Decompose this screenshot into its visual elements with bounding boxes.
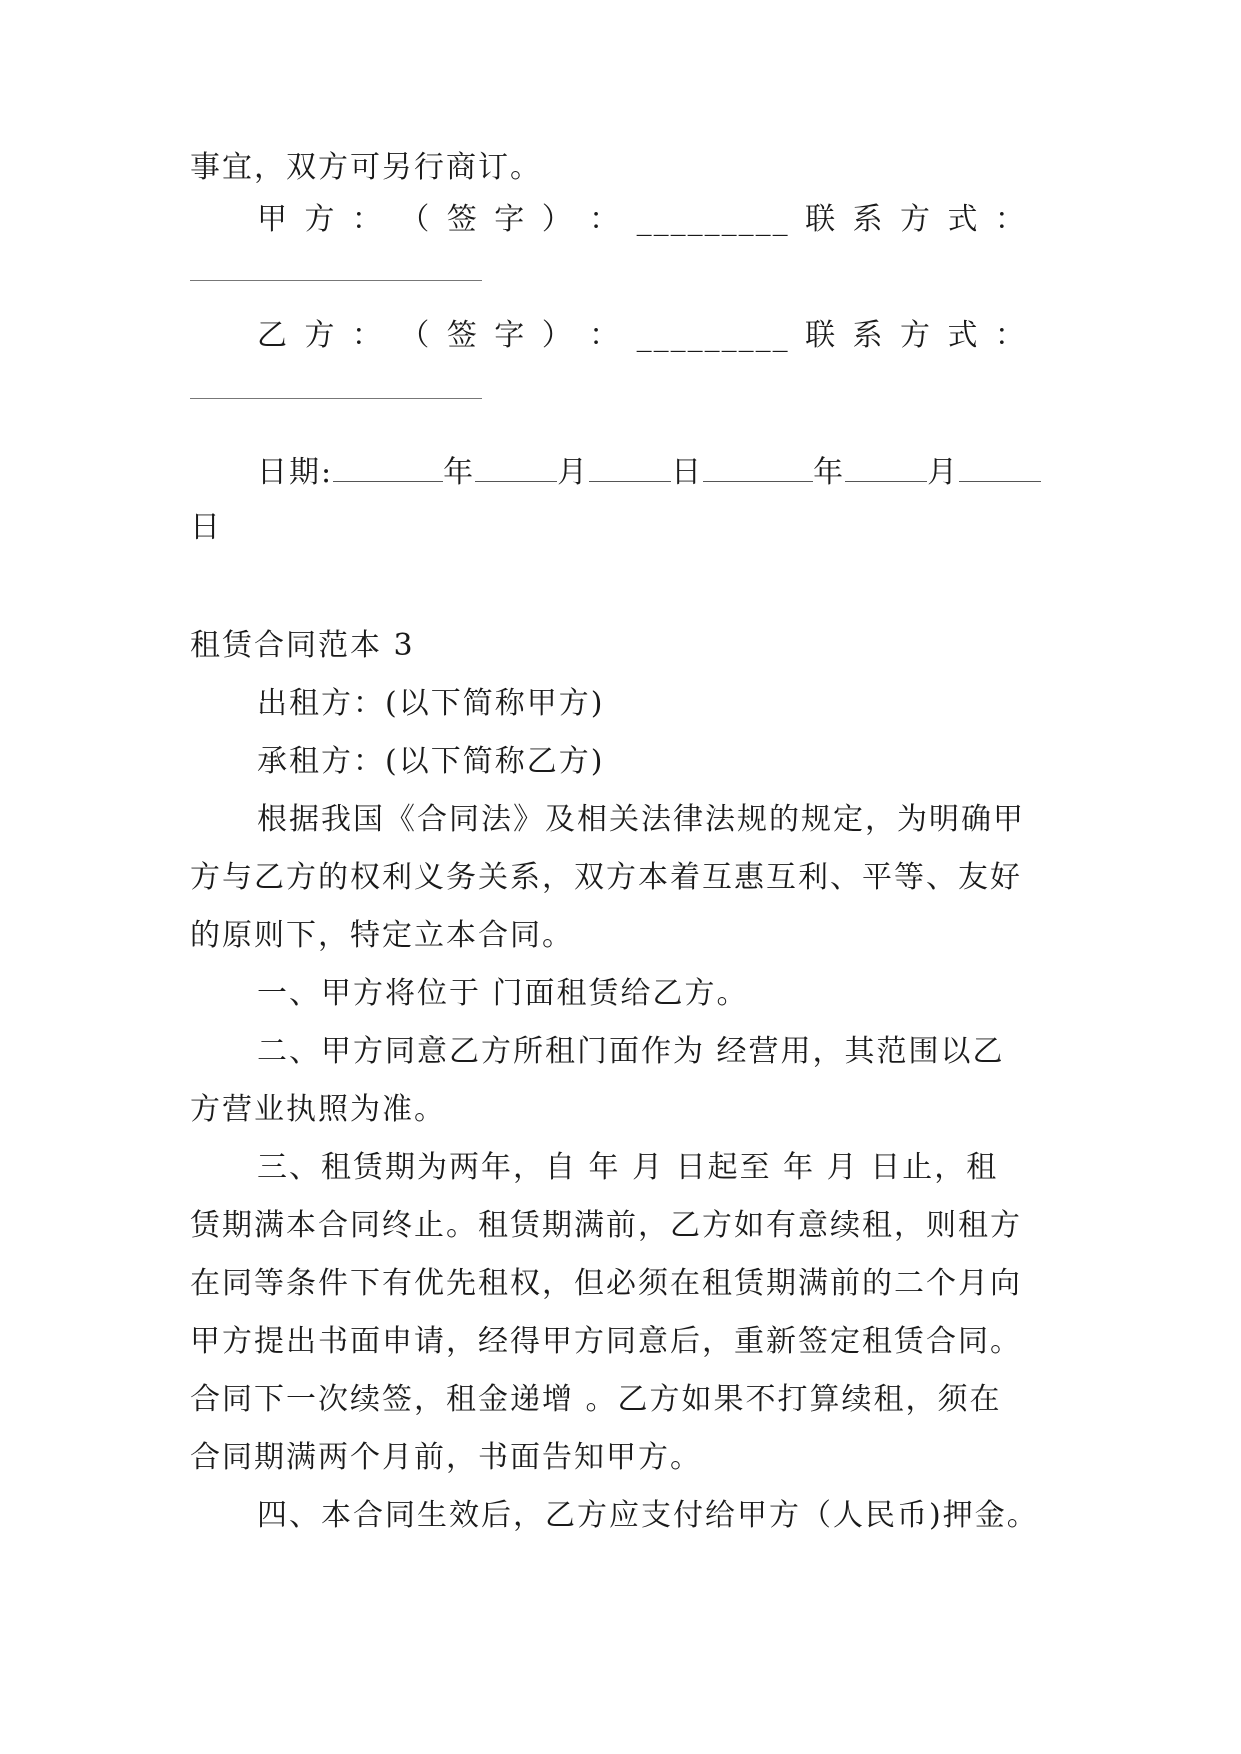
paragraph-line: 甲方提出书面申请，经得甲方同意后，重新签定租赁合同。 — [190, 1324, 1022, 1359]
party-a-contact-blank — [190, 280, 482, 281]
party-a-char: （ — [399, 202, 432, 237]
lessor-line: 出租方：(以下简称甲方) — [257, 686, 605, 721]
party-a-signature-line — [257, 200, 1027, 240]
clause-2: 二、甲方同意乙方所租门面作为 经营用，其范围以乙 — [257, 1034, 1005, 1069]
paragraph-line: 赁期满本合同终止。租赁期满前，乙方如有意续租，则租方 — [190, 1208, 1022, 1243]
party-b-char: 字 — [494, 318, 527, 353]
party-a-char: 式 — [947, 202, 980, 237]
party-a-char: 方 — [304, 202, 337, 237]
party-b-char: 方 — [304, 318, 337, 353]
day-label: 日 — [671, 455, 704, 490]
lessee-line: 承租方：(以下简称乙方) — [257, 744, 605, 779]
party-b-char: 式 — [947, 318, 980, 353]
party-b-signature-line — [257, 316, 1027, 356]
party-a-char: 系 — [852, 202, 885, 237]
year-label: 年 — [443, 455, 476, 490]
year-blank — [333, 451, 443, 482]
party-a-char: ： — [589, 202, 622, 237]
month-blank — [845, 451, 927, 482]
party-a-char: 甲 — [257, 202, 289, 237]
party-a-char: ： — [351, 202, 384, 237]
paragraph-line: 的原则下，特定立本合同。 — [190, 918, 574, 953]
party-b-signature-blank: _________ — [636, 318, 790, 353]
month-label: 月 — [927, 455, 960, 490]
date-tail: 日 — [190, 510, 222, 545]
year-blank — [703, 451, 813, 482]
clause-4: 四、本合同生效后，乙方应支付给甲方（人民币)押金。 — [257, 1498, 1039, 1533]
party-a-char: ： — [994, 202, 1027, 237]
party-b-char: ： — [994, 318, 1027, 353]
party-a-char: 签 — [446, 202, 479, 237]
party-a-signature-blank: _________ — [636, 202, 790, 237]
party-b-contact-blank — [190, 398, 482, 399]
party-b-char: 乙 — [257, 318, 289, 353]
paragraph-line: 合同下一次续签，租金递增 。乙方如果不打算续租，须在 — [190, 1382, 1002, 1417]
clause-1: 一、甲方将位于 门面租赁给乙方。 — [257, 976, 749, 1011]
party-a-char: 字 — [494, 202, 527, 237]
party-b-char: （ — [399, 318, 432, 353]
fragment-top: 事宜，双方可另行商订。 — [190, 150, 542, 185]
year-label: 年 — [813, 455, 846, 490]
day-blank — [959, 451, 1041, 482]
date-label: 日期: — [257, 455, 334, 490]
clause-3: 三、租赁期为两年，自 年 月 日起至 年 月 日止，租 — [257, 1150, 999, 1185]
party-a-char: ） — [541, 202, 574, 237]
day-blank — [589, 451, 671, 482]
party-b-char: 系 — [852, 318, 885, 353]
party-b-char: 方 — [899, 318, 932, 353]
paragraph-line: 在同等条件下有优先租权，但必须在租赁期满前的二个月向 — [190, 1266, 1022, 1301]
party-b-char: ： — [589, 318, 622, 353]
party-b-char: 联 — [805, 318, 838, 353]
section-title: 租赁合同范本 3 — [190, 628, 415, 663]
paragraph-line: 方营业执照为准。 — [190, 1092, 446, 1127]
party-a-char: 联 — [805, 202, 838, 237]
party-b-char: ： — [351, 318, 384, 353]
paragraph-line: 根据我国《合同法》及相关法律法规的规定，为明确甲 — [257, 802, 1025, 837]
party-b-char: ） — [541, 318, 574, 353]
paragraph-line: 合同期满两个月前，书面告知甲方。 — [190, 1440, 702, 1475]
party-a-char: 方 — [899, 202, 932, 237]
month-label: 月 — [557, 455, 590, 490]
party-b-char: 签 — [446, 318, 479, 353]
paragraph-line: 方与乙方的权利义务关系，双方本着互惠互利、平等、友好 — [190, 860, 1022, 895]
date-line — [257, 451, 1041, 493]
month-blank — [475, 451, 557, 482]
